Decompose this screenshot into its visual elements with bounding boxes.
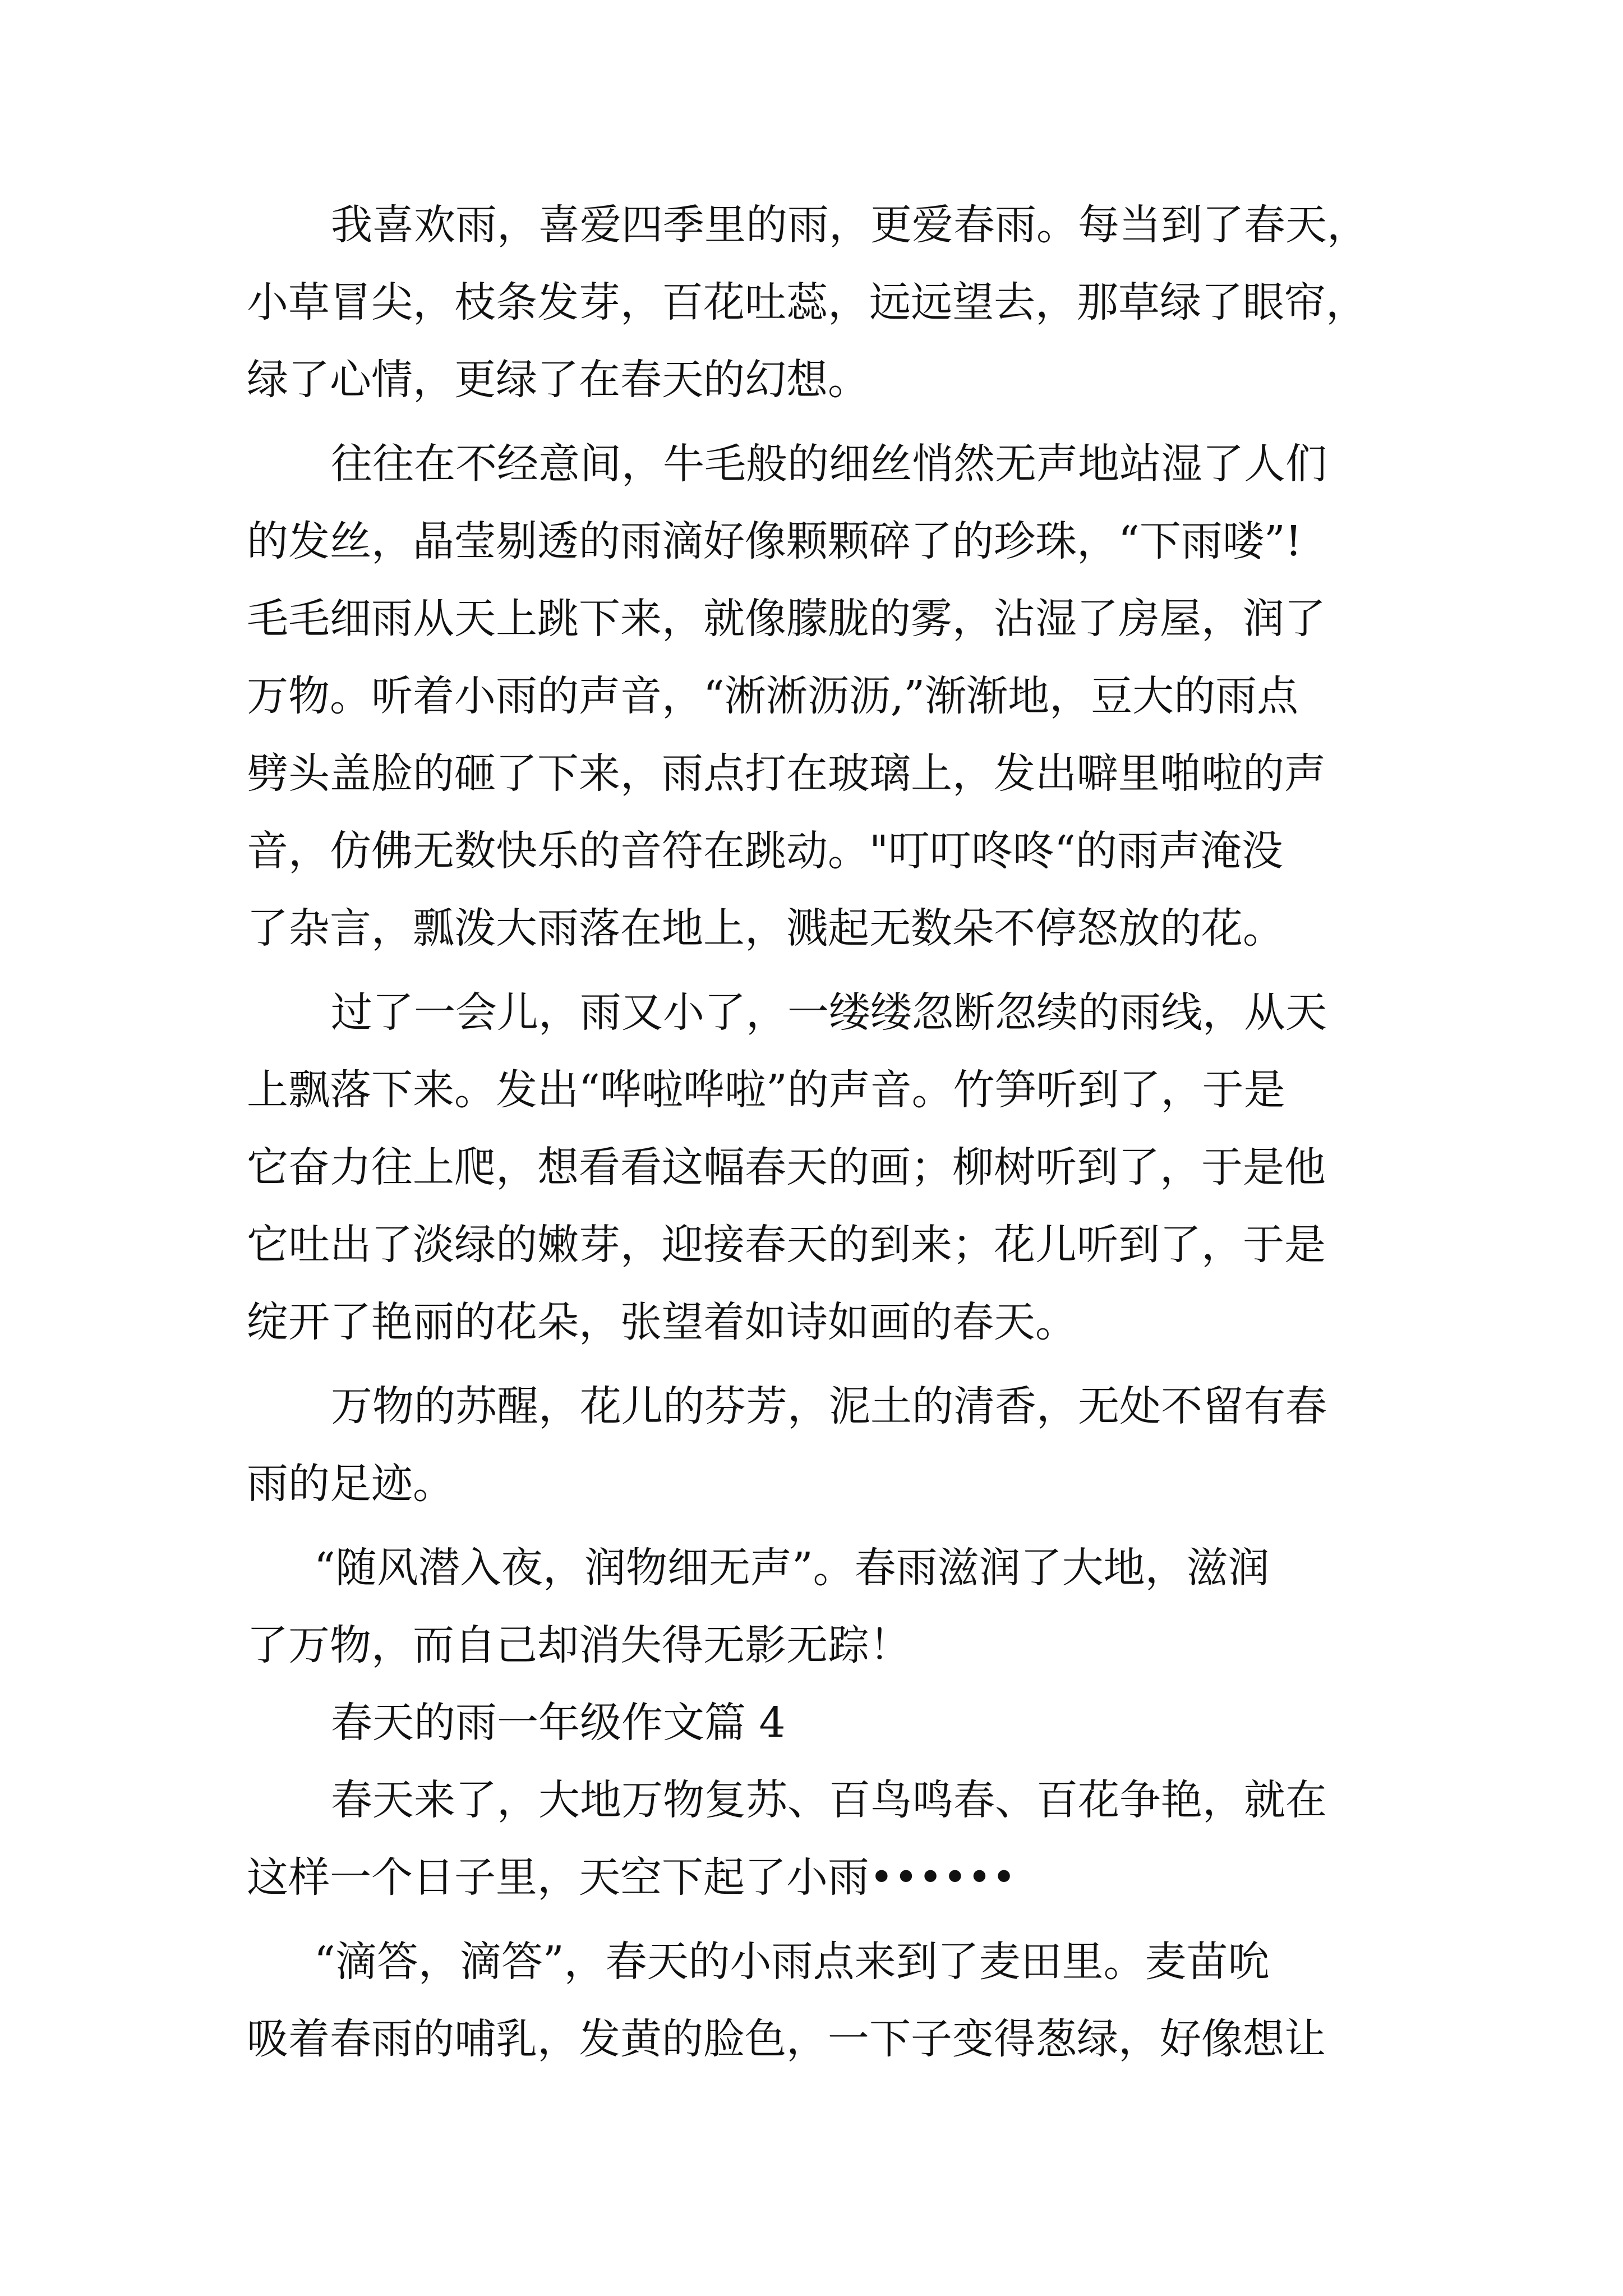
text-line: 万物。听着小雨的声音，“淅淅沥沥,”渐渐地，豆大的雨点	[247, 672, 1299, 720]
text-line: 了杂言，瓢泼大雨落在地上，溅起无数朵不停怒放的花。	[247, 904, 1284, 953]
text-line: 万物的苏醒，花儿的芬芳，泥土的清香，无处不留有春	[331, 1382, 1327, 1430]
text-line: 吸着春雨的哺乳，发黄的脸色，一下子变得葱绿，好像想让	[247, 2015, 1326, 2063]
text-line: 雨的足迹。	[247, 1460, 454, 1508]
text-line: 过了一会儿，雨又小了，一缕缕忽断忽续的雨线，从天	[331, 988, 1327, 1037]
text-line: 小草冒尖，枝条发芽，百花吐蕊，远远望去，那草绿了眼帘，	[247, 278, 1367, 326]
text-line: 往往在不经意间，牛毛般的细丝悄然无声地站湿了人们	[331, 440, 1327, 488]
text-line: 了万物，而自己却消失得无影无踪！	[247, 1621, 911, 1669]
text-line: 绽开了艳丽的花朵，张望着如诗如画的春天。	[247, 1298, 1077, 1346]
text-line: 它奋力往上爬，想看看这幅春天的画；柳树听到了，于是他	[247, 1143, 1326, 1191]
text-line: 春天来了，大地万物复苏、百鸟鸣春、百花争艳，就在	[331, 1776, 1327, 1824]
text-line: 劈头盖脸的砸了下来，雨点打在玻璃上，发出噼里啪啦的声	[247, 749, 1326, 798]
section-heading: 春天的雨一年级作文篇 4	[331, 1699, 786, 1747]
text-line: 毛毛细雨从天上跳下来，就像朦胧的雾，沾湿了房屋，润了	[247, 595, 1326, 643]
text-line: 这样一个日子里，天空下起了小雨••••••	[247, 1853, 1016, 1902]
text-line: 它吐出了淡绿的嫩芽，迎接春天的到来；花儿听到了，于是	[247, 1221, 1326, 1269]
text-line: “随风潜入夜，润物细无声”。春雨滋润了大地，滋润	[314, 1544, 1270, 1592]
text-line: 我喜欢雨，喜爱四季里的雨，更爱春雨。每当到了春天，	[331, 201, 1368, 249]
text-line: 音，仿佛无数快乐的音符在跳动。"叮叮咚咚“的雨声淹没	[247, 827, 1283, 875]
text-line: “滴答，滴答”，春天的小雨点来到了麦田里。麦苗吮	[314, 1938, 1270, 1986]
text-line: 绿了心情，更绿了在春天的幻想。	[247, 356, 869, 404]
text-line: 的发丝，晶莹剔透的雨滴好像颗颗碎了的珍珠，“下雨喽”!	[247, 517, 1302, 565]
text-line: 上飘落下来。发出“哗啦哗啦”的声音。竹笋听到了，于是	[247, 1066, 1285, 1114]
